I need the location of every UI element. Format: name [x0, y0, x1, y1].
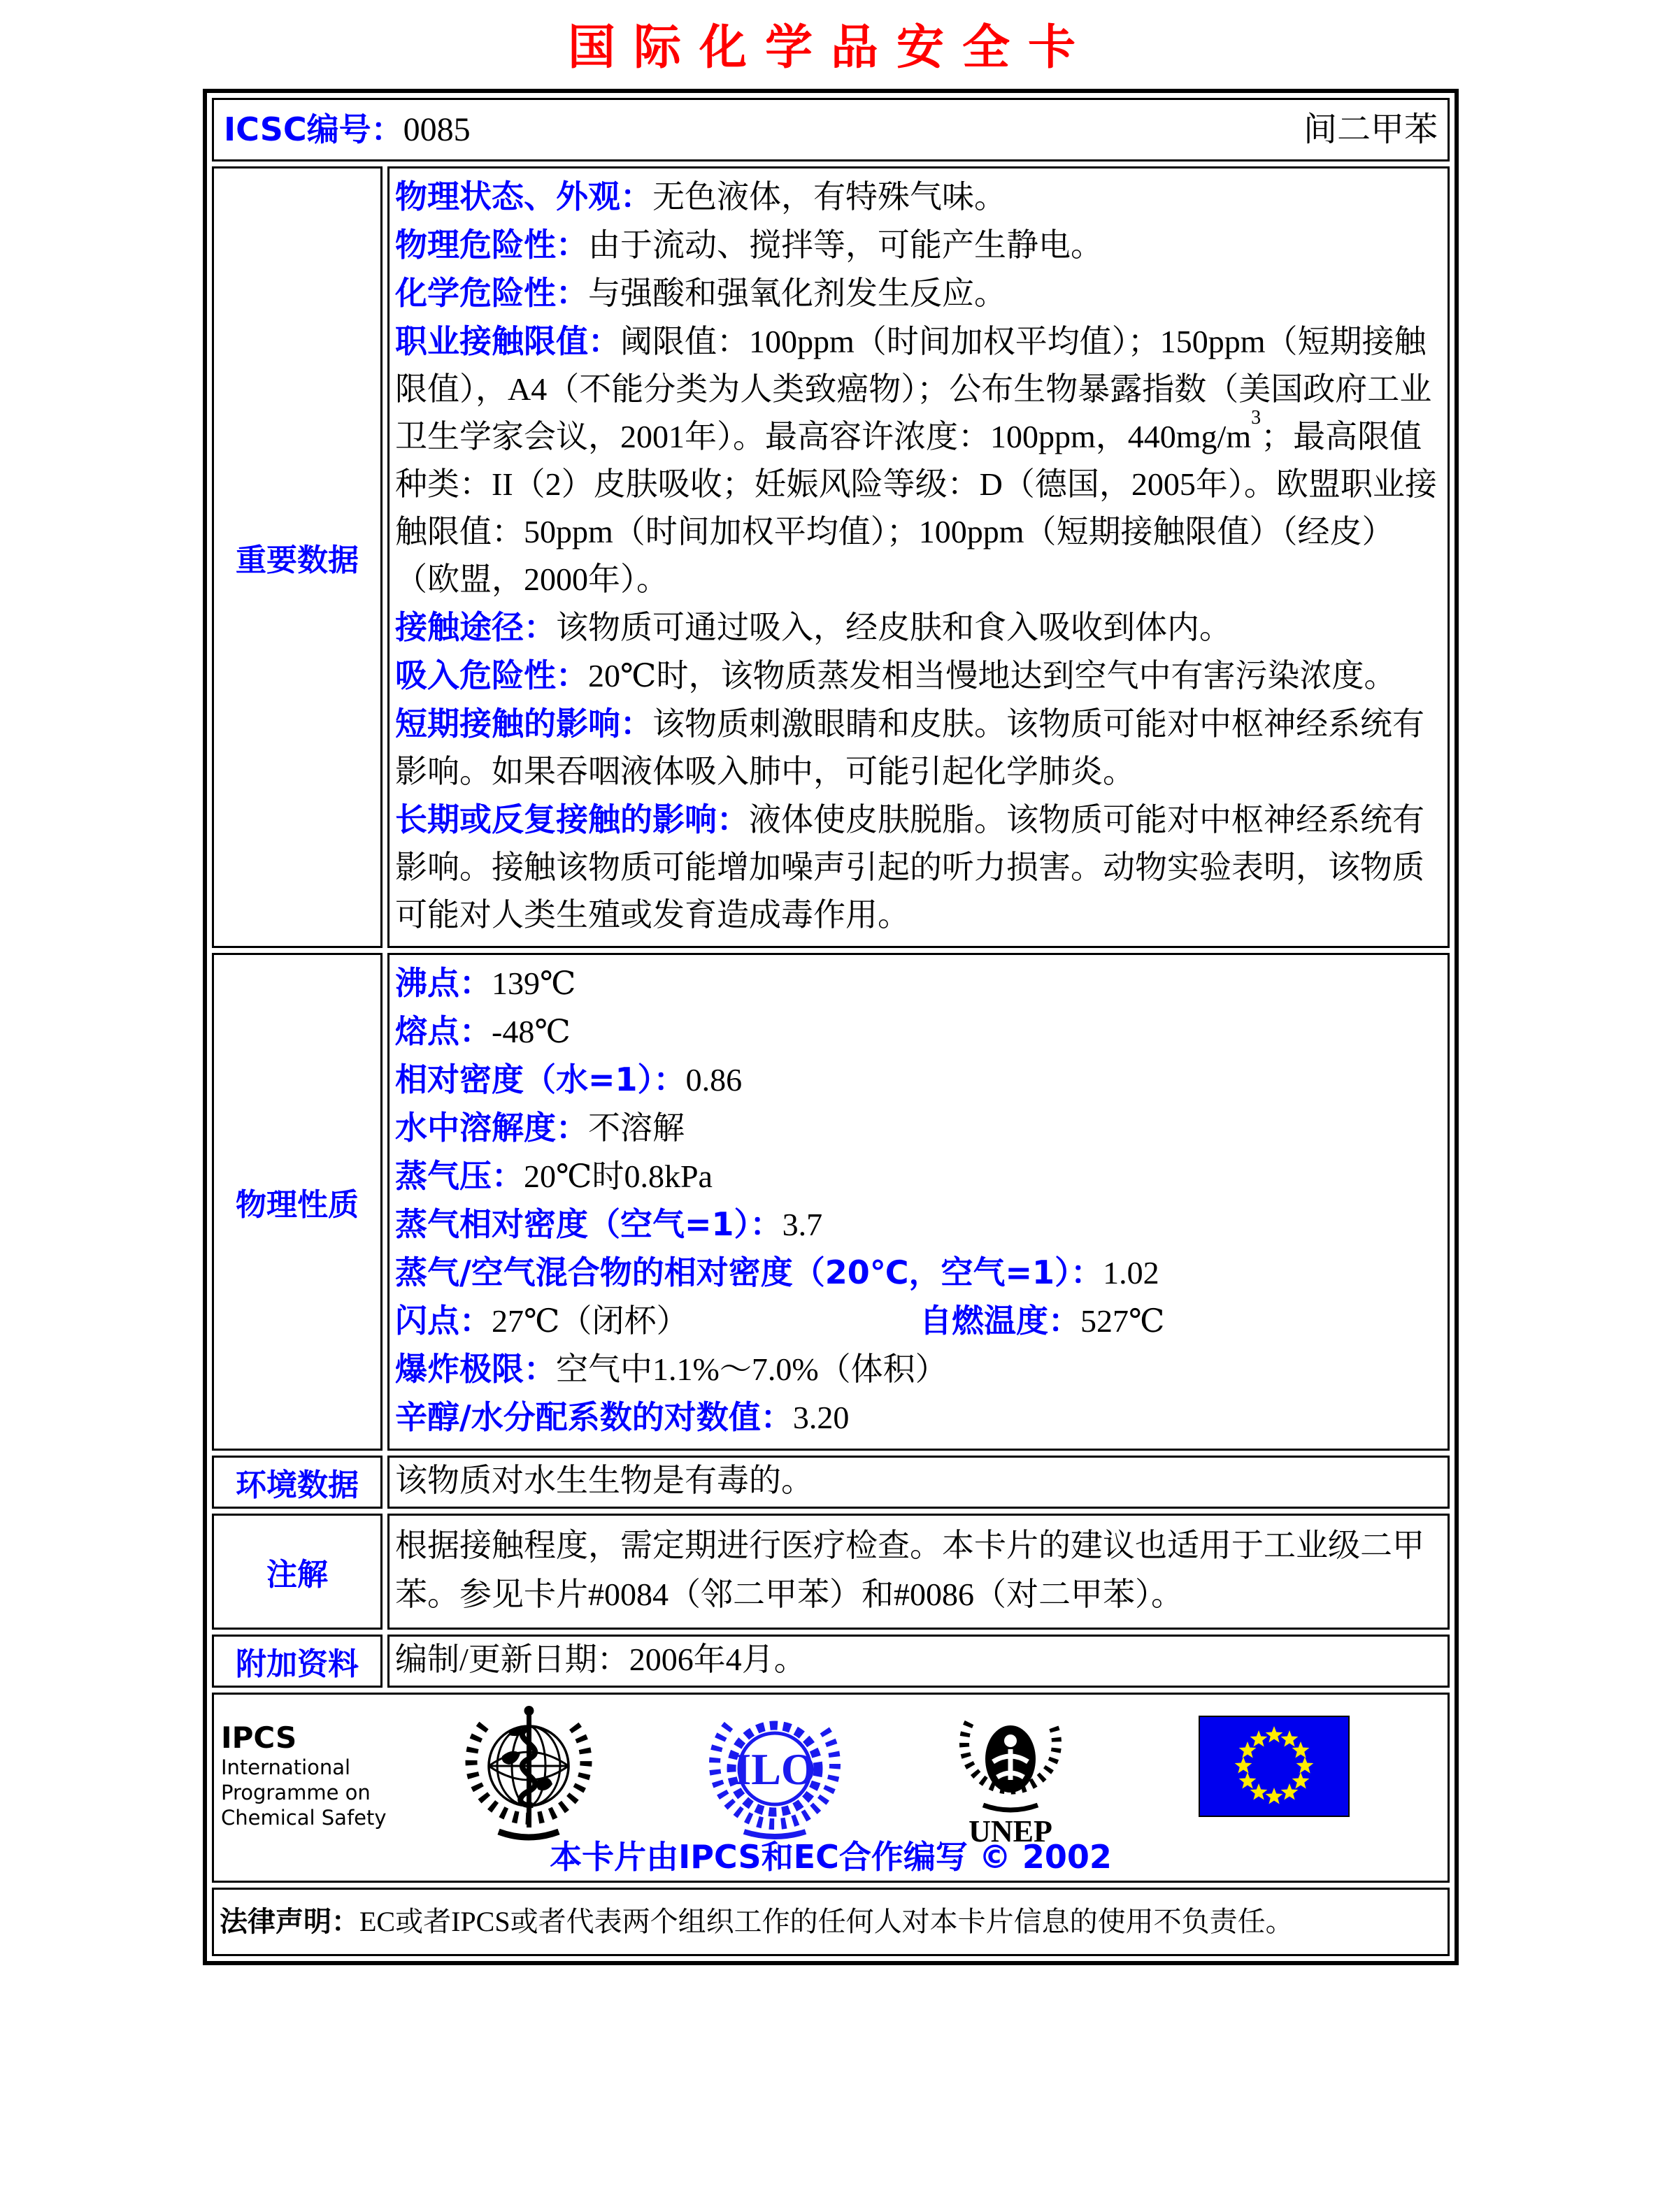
- item-text: 3.7: [782, 1207, 823, 1242]
- item-text: 该物质可通过吸入，经皮肤和食入吸收到体内。: [556, 610, 1231, 645]
- important-item-physical-danger: [395, 221, 1441, 269]
- item-label: 蒸气压：: [395, 1157, 524, 1195]
- physical-item-water-solubility: [395, 1104, 1441, 1152]
- physical-item-relative-density: [395, 1056, 1441, 1104]
- important-data-row: [212, 166, 1450, 948]
- item-text: 20℃时，该物质蒸发相当慢地达到空气中有害污染浓度。: [588, 658, 1396, 694]
- icsc-number-group: [224, 110, 471, 150]
- additional-info-row: [212, 1635, 1450, 1688]
- physical-item-vapor-air-mixture-density: [395, 1249, 1441, 1297]
- ipcs-line3: Chemical Safety: [221, 1806, 387, 1830]
- ipcs-line2: Programme on: [221, 1781, 371, 1804]
- item-label: 水中溶解度：: [395, 1109, 588, 1147]
- item-text2: 527℃: [1080, 1303, 1165, 1339]
- page-title: 国际化学品安全卡: [567, 20, 1094, 76]
- environmental-data-row: [212, 1456, 1450, 1509]
- header-cell: [212, 98, 1450, 161]
- item-label: 爆炸极限：: [395, 1350, 556, 1388]
- important-item-exposure-routes: [395, 603, 1441, 652]
- item-label: 短期接触的影响：: [395, 705, 652, 742]
- who-logo-icon: [460, 1702, 597, 1844]
- important-item-inhalation-risk: [395, 652, 1441, 700]
- unep-logo-icon: [951, 1710, 1070, 1847]
- item-label2: 自燃温度：: [920, 1302, 1080, 1340]
- ipcs-text-block: [221, 1721, 387, 1830]
- ilo-logo-icon: [708, 1707, 842, 1841]
- physical-item-flash-point-and-autoignition: [395, 1297, 1441, 1345]
- item-text: 空气中1.1%～7.0%（体积）: [556, 1351, 948, 1387]
- legal-row: [212, 1888, 1450, 1956]
- notes-text: 根据接触程度，需定期进行医疗检查。本卡片的建议也适用于工业级二甲苯。参见卡片#0084（邻二甲苯）和#0086（对二甲苯）。: [395, 1528, 1424, 1612]
- additional-text: 编制/更新日期：2006年4月。: [395, 1642, 806, 1677]
- eu-flag-icon: [1199, 1716, 1350, 1817]
- item-label: 闪点：: [395, 1302, 492, 1340]
- icsc-document-page: [0, 10, 1658, 2212]
- additional-info-content: [387, 1635, 1450, 1688]
- item-label: 职业接触限值：: [395, 322, 620, 360]
- item-label: 物理危险性：: [395, 226, 588, 264]
- superscript-3: 3: [1251, 406, 1262, 429]
- item-label: 化学危险性：: [395, 274, 588, 312]
- important-item-short-term-effects: [395, 700, 1441, 796]
- physical-item-octanol-water-partition: [395, 1393, 1441, 1442]
- item-text: 139℃: [492, 965, 576, 1001]
- item-label: 蒸气相对密度（空气=1）：: [395, 1205, 782, 1243]
- section-label-important-data: 重要数据: [212, 166, 383, 948]
- physical-item-vapor-pressure: [395, 1152, 1441, 1200]
- item-text: 与强酸和强氧化剂发生反应。: [588, 275, 1006, 311]
- physical-properties-content: [387, 953, 1450, 1451]
- item-text: 阈限值：100ppm（时间加权平均值）；150ppm（短期接触限值），A4（不能分类为人类致癌物）；公布生物暴露指数（美国政府工业卫生学家会议，2001年）。最高容许浓度：100ppm，440mg/m: [395, 324, 1432, 454]
- caption-copyright: © 2002: [978, 1838, 1112, 1876]
- item-text: -48℃: [492, 1014, 571, 1049]
- caption-text: 本卡片由IPCS和EC合作编写: [550, 1838, 968, 1876]
- item-label: 长期或反复接触的影响：: [395, 800, 749, 838]
- unep-letters: UNEP: [969, 1814, 1052, 1847]
- item-text: 不溶解: [588, 1110, 685, 1146]
- important-item-long-term-effects: [395, 796, 1441, 939]
- item-text: 液体使皮肤脱脂。该物质可能对中枢神经系统有影响。接触该物质可能增加噪声引起的听力损害。动物实验表明，该物质可能对人类生殖或发育造成毒作用。: [395, 802, 1424, 933]
- item-label: 熔点：: [395, 1012, 492, 1050]
- item-text: 1.02: [1103, 1255, 1159, 1291]
- item-text: 0.86: [685, 1062, 743, 1098]
- legal-text: EC或者IPCS或者代表两个组织工作的任何人对本卡片信息的使用不负责任。: [359, 1906, 1294, 1937]
- header-row: [212, 98, 1450, 161]
- item-text: 27℃（闭杯）: [492, 1303, 689, 1339]
- item-label: 相对密度（水=1）：: [395, 1061, 686, 1098]
- section-label-environmental-data: 环境数据: [212, 1456, 383, 1509]
- important-data-content: [387, 166, 1450, 948]
- important-item-physical-state: [395, 173, 1441, 221]
- icsc-number-value: 0085: [403, 111, 471, 148]
- item-text: 由于流动、搅拌等，可能产生静电。: [588, 227, 1103, 263]
- item-text: 该物质刺激眼睛和皮肤。该物质可能对中枢神经系统有影响。如果吞咽液体吸入肺中，可能引起化学肺炎。: [395, 706, 1424, 789]
- item-text: 无色液体，有特殊气味。: [652, 179, 1006, 215]
- notes-content: [387, 1514, 1450, 1630]
- notes-row: [212, 1514, 1450, 1630]
- item-label: 蒸气/空气混合物的相对密度（20℃，空气=1）：: [395, 1254, 1103, 1291]
- icsc-number-label: ICSC编号：: [224, 110, 403, 148]
- logos-cell: [212, 1693, 1450, 1883]
- legal-label: 法律声明：: [220, 1906, 359, 1938]
- section-label-additional-info: 附加资料: [212, 1635, 383, 1688]
- important-item-chemical-danger: [395, 269, 1441, 317]
- item-label: 物理状态、外观：: [395, 178, 652, 215]
- item-text-continued: ；最高限值种类：II（2）皮肤吸收；妊娠风险等级：D（德国，2005年）。欧盟职业接触限值：50ppm（时间加权平均值）；100ppm（短期接触限值）（经皮）（欧盟，2000年）。: [395, 419, 1437, 597]
- item-label: 辛醇/水分配系数的对数值：: [395, 1398, 793, 1436]
- section-label-physical-properties: 物理性质: [212, 953, 383, 1451]
- ipcs-acronym: IPCS: [221, 1721, 297, 1755]
- icsc-card-table: [203, 89, 1459, 1965]
- physical-item-boiling-point: [395, 959, 1441, 1007]
- ipcs-line1: International: [221, 1755, 351, 1779]
- environment-text: 该物质对水生生物是有毒的。: [395, 1463, 813, 1498]
- item-text: 20℃时0.8kPa: [524, 1158, 713, 1194]
- environmental-data-content: [387, 1456, 1450, 1509]
- item-text: 3.20: [792, 1400, 850, 1435]
- important-item-occupational-limits: [395, 317, 1441, 603]
- chemical-name: 间二甲苯: [1303, 110, 1438, 148]
- section-label-notes: 注解: [212, 1514, 383, 1630]
- item-label: 吸入危险性：: [395, 656, 588, 694]
- physical-properties-row: [212, 953, 1450, 1451]
- physical-item-melting-point: [395, 1007, 1441, 1056]
- flash-point-segment: [395, 1297, 920, 1345]
- physical-item-explosive-limits: [395, 1345, 1441, 1393]
- logos-caption: [214, 1832, 1448, 1878]
- legal-cell: [212, 1888, 1450, 1956]
- ilo-letters: ILO: [734, 1744, 816, 1794]
- physical-item-vapor-density: [395, 1200, 1441, 1249]
- item-label: 接触途径：: [395, 608, 556, 646]
- item-label: 沸点：: [395, 964, 492, 1002]
- logos-row: [212, 1693, 1450, 1883]
